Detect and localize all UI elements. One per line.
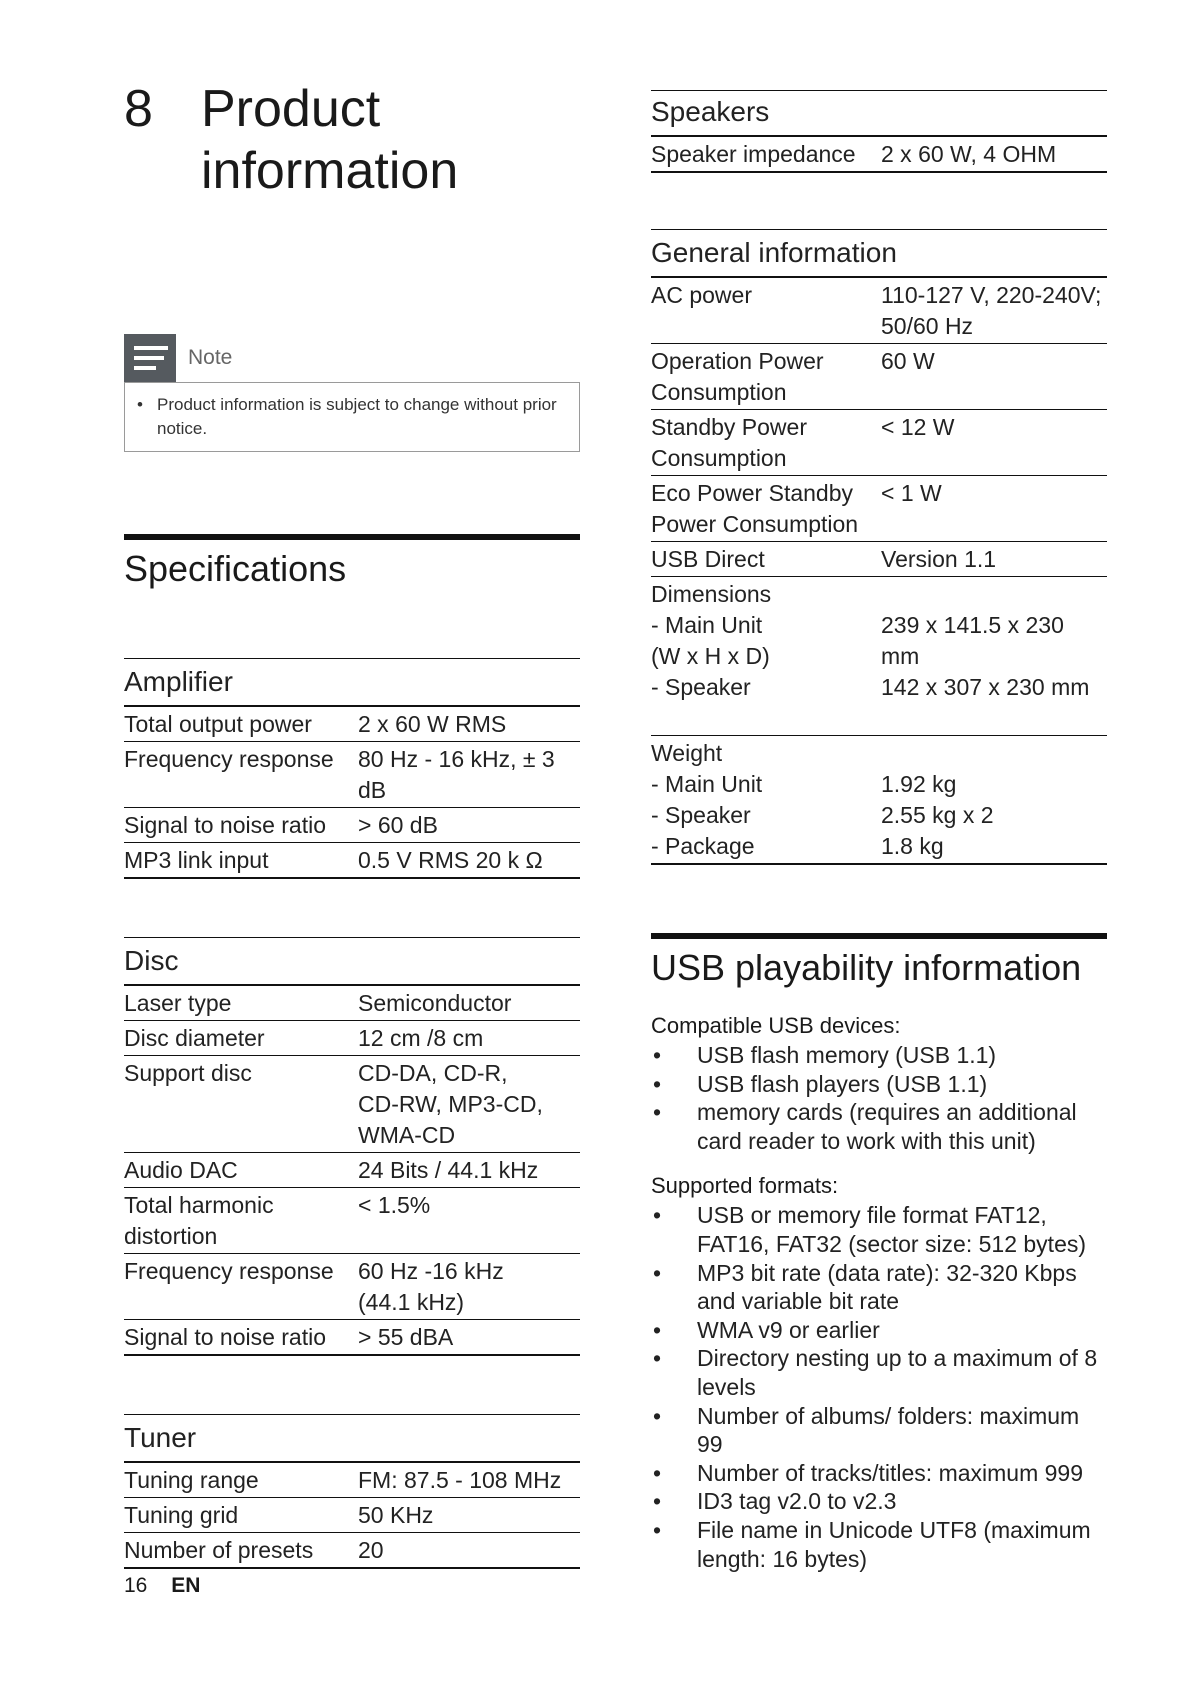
spec-row	[124, 706, 580, 742]
spec-row	[651, 344, 1107, 410]
spec-key: Speaker impedance	[651, 136, 881, 172]
spec-value	[881, 736, 1107, 865]
spec-key: Frequency response	[124, 742, 358, 808]
spec-key-line: Eco Power Standby	[651, 480, 854, 506]
supported-formats-title: Supported formats:	[651, 1173, 839, 1199]
spec-key	[651, 476, 881, 542]
spec-value: 80 Hz - 16 kHz, ± 3 dB	[358, 742, 580, 808]
spec-value: 50 KHz	[358, 1498, 580, 1533]
table-section-title: Tuner	[124, 1415, 580, 1463]
amplifier-table	[124, 658, 580, 879]
spec-value: < 1 W	[881, 476, 1107, 542]
spec-value-line: 2.55 kg x 2	[881, 802, 994, 828]
spec-value: < 12 W	[881, 410, 1107, 476]
left-column	[124, 78, 580, 1569]
spec-value: 12 cm /8 cm	[358, 1021, 580, 1056]
spec-key-line: Total harmonic	[124, 1192, 274, 1218]
spec-row	[651, 410, 1107, 476]
spec-key-line: - Main Unit	[651, 612, 763, 638]
spec-row	[124, 1254, 580, 1320]
list-item: • WMA v9 or earlier	[651, 1316, 1107, 1345]
spec-value: Version 1.1	[881, 542, 1107, 577]
spec-key: Number of presets	[124, 1533, 358, 1569]
spec-key-line: Operation Power	[651, 348, 824, 374]
tuner-table	[124, 1414, 580, 1569]
spec-value	[881, 277, 1107, 344]
spec-row	[651, 277, 1107, 344]
spec-key-line: (W x H x D)	[651, 643, 770, 669]
spec-value-line: 1.8 kg	[881, 833, 944, 859]
spec-key-line: - Speaker	[651, 802, 751, 828]
spec-key: Support disc	[124, 1056, 358, 1153]
note-callout	[124, 334, 580, 452]
spec-row	[124, 1462, 580, 1498]
spec-value: 2 x 60 W, 4 OHM	[881, 136, 1107, 172]
note-box	[124, 382, 580, 452]
spec-value: > 60 dB	[358, 808, 580, 843]
chapter-title-line2: information	[201, 142, 459, 200]
spec-key: Laser type	[124, 985, 358, 1021]
supported-formats-list	[651, 1201, 1107, 1573]
spec-key-line: Weight	[651, 740, 723, 766]
list-item: • USB flash memory (USB 1.1)	[651, 1041, 1107, 1070]
list-item: • MP3 bit rate (data rate): 32-320 Kbps and variable bit rate	[651, 1259, 1107, 1316]
spec-key: Tuning grid	[124, 1498, 358, 1533]
spec-row	[124, 985, 580, 1021]
spec-row	[124, 1188, 580, 1254]
page-footer	[124, 1574, 200, 1598]
spec-value-line: 60 Hz -16 kHz	[358, 1258, 504, 1284]
spec-key: MP3 link input	[124, 843, 358, 879]
spec-value-line	[881, 738, 1107, 769]
spec-key-line: Standby Power	[651, 414, 807, 440]
spec-key-line: - Package	[651, 833, 755, 859]
note-header	[124, 334, 580, 382]
spec-row	[124, 1021, 580, 1056]
note-icon	[124, 334, 176, 382]
spec-key: Signal to noise ratio	[124, 808, 358, 843]
spec-key-line: Power Consumption	[651, 511, 859, 537]
spec-value-line: WMA-CD	[358, 1122, 456, 1148]
spec-value: 2 x 60 W RMS	[358, 706, 580, 742]
spec-row	[651, 736, 1107, 865]
spec-key	[651, 344, 881, 410]
spec-value: 60 W	[881, 344, 1107, 410]
disc-table	[124, 937, 580, 1356]
note-text-line2: notice.	[157, 419, 208, 438]
spec-key	[124, 1188, 358, 1254]
spec-row	[651, 542, 1107, 577]
note-text-line1: Product information is subject to change without prior	[157, 395, 557, 414]
spec-row	[651, 136, 1107, 172]
spec-value: < 1.5%	[358, 1188, 580, 1254]
spec-row	[124, 1153, 580, 1188]
chapter-header	[124, 78, 580, 208]
spec-key: Total output power	[124, 706, 358, 742]
spec-key: Audio DAC	[124, 1153, 358, 1188]
spec-value-line: 142 x 307 x 230 mm	[881, 674, 1090, 700]
spec-value: 0.5 V RMS 20 k Ω	[358, 843, 580, 879]
spec-key-line: distortion	[124, 1223, 218, 1249]
list-item: • Directory nesting up to a maximum of 8 levels	[651, 1344, 1107, 1401]
spec-value: Semiconductor	[358, 985, 580, 1021]
spec-key: Disc diameter	[124, 1021, 358, 1056]
spec-row	[651, 577, 1107, 736]
page-number: 16	[124, 1574, 148, 1597]
note-label: Note	[188, 346, 233, 369]
table-section-title: General information	[651, 230, 1107, 278]
spec-value-line: 239 x 141.5 x 230 mm	[881, 612, 1064, 669]
list-item: • Number of tracks/titles: maximum 999	[651, 1459, 1107, 1488]
chapter-number: 8	[124, 80, 153, 138]
spec-value: 20	[358, 1533, 580, 1569]
language-code: EN	[171, 1574, 201, 1597]
spec-row	[124, 808, 580, 843]
spec-key: AC power	[651, 277, 881, 344]
spec-value-line	[881, 579, 1107, 610]
list-item: • Number of albums/ folders: maximum 99	[651, 1402, 1107, 1459]
spec-value-line: (44.1 kHz)	[358, 1289, 465, 1315]
spec-key: Frequency response	[124, 1254, 358, 1320]
spec-key-line: Consumption	[651, 445, 787, 471]
spec-value-line: 110-127 V, 220-240V;	[881, 282, 1102, 308]
spec-row	[124, 1533, 580, 1569]
spec-row	[124, 1498, 580, 1533]
list-item: • USB flash players (USB 1.1)	[651, 1070, 1107, 1099]
spec-key	[651, 736, 881, 865]
list-item: • ID3 tag v2.0 to v2.3	[651, 1487, 1107, 1516]
note-bullet: •	[137, 395, 143, 414]
spec-key	[651, 410, 881, 476]
spec-value: > 55 dBA	[358, 1320, 580, 1356]
spec-value-line: CD-RW, MP3-CD,	[358, 1091, 543, 1117]
compatible-devices-title: Compatible USB devices:	[651, 1013, 901, 1038]
spec-row	[651, 476, 1107, 542]
specifications-heading: Specifications	[124, 534, 580, 592]
general-information-table	[651, 229, 1107, 865]
chapter-title	[201, 78, 458, 202]
spec-value: FM: 87.5 - 108 MHz	[358, 1462, 580, 1498]
list-item: • memory cards (requires an additional card reader to work with this unit)	[651, 1098, 1107, 1155]
chapter-title-line1: Product	[201, 80, 381, 138]
spec-key-line: - Main Unit	[651, 771, 763, 797]
spec-key	[651, 577, 881, 736]
spec-value	[358, 1254, 580, 1320]
usb-playability-heading: USB playability information	[651, 933, 1107, 991]
spec-value-line: 50/60 Hz	[881, 313, 974, 339]
table-section-title: Amplifier	[124, 659, 580, 707]
spec-row	[124, 843, 580, 879]
spec-value-line: 1.92 kg	[881, 771, 957, 797]
table-section-title: Disc	[124, 938, 580, 986]
right-column	[651, 90, 1107, 1573]
compatible-devices-list	[651, 1041, 1107, 1155]
spec-value: 24 Bits / 44.1 kHz	[358, 1153, 580, 1188]
spec-key: USB Direct	[651, 542, 881, 577]
spec-value-line: CD-DA, CD-R,	[358, 1060, 508, 1086]
spec-key-line: Consumption	[651, 379, 787, 405]
spec-value-line	[881, 703, 1107, 734]
spec-row	[124, 1320, 580, 1356]
spec-value	[881, 577, 1107, 736]
spec-row	[124, 1056, 580, 1153]
list-item: • USB or memory file format FAT12, FAT16, FAT32 (sector size: 512 bytes)	[651, 1201, 1107, 1258]
spec-key: Tuning range	[124, 1462, 358, 1498]
speakers-table	[651, 90, 1107, 173]
list-item: • File name in Unicode UTF8 (maximum length: 16 bytes)	[651, 1516, 1107, 1573]
table-section-title: Speakers	[651, 91, 1107, 137]
spec-row	[124, 742, 580, 808]
spec-value	[358, 1056, 580, 1153]
spec-key-line: - Speaker	[651, 674, 751, 700]
note-text	[157, 393, 557, 441]
spec-key: Signal to noise ratio	[124, 1320, 358, 1356]
spec-key-line: Dimensions	[651, 581, 772, 607]
